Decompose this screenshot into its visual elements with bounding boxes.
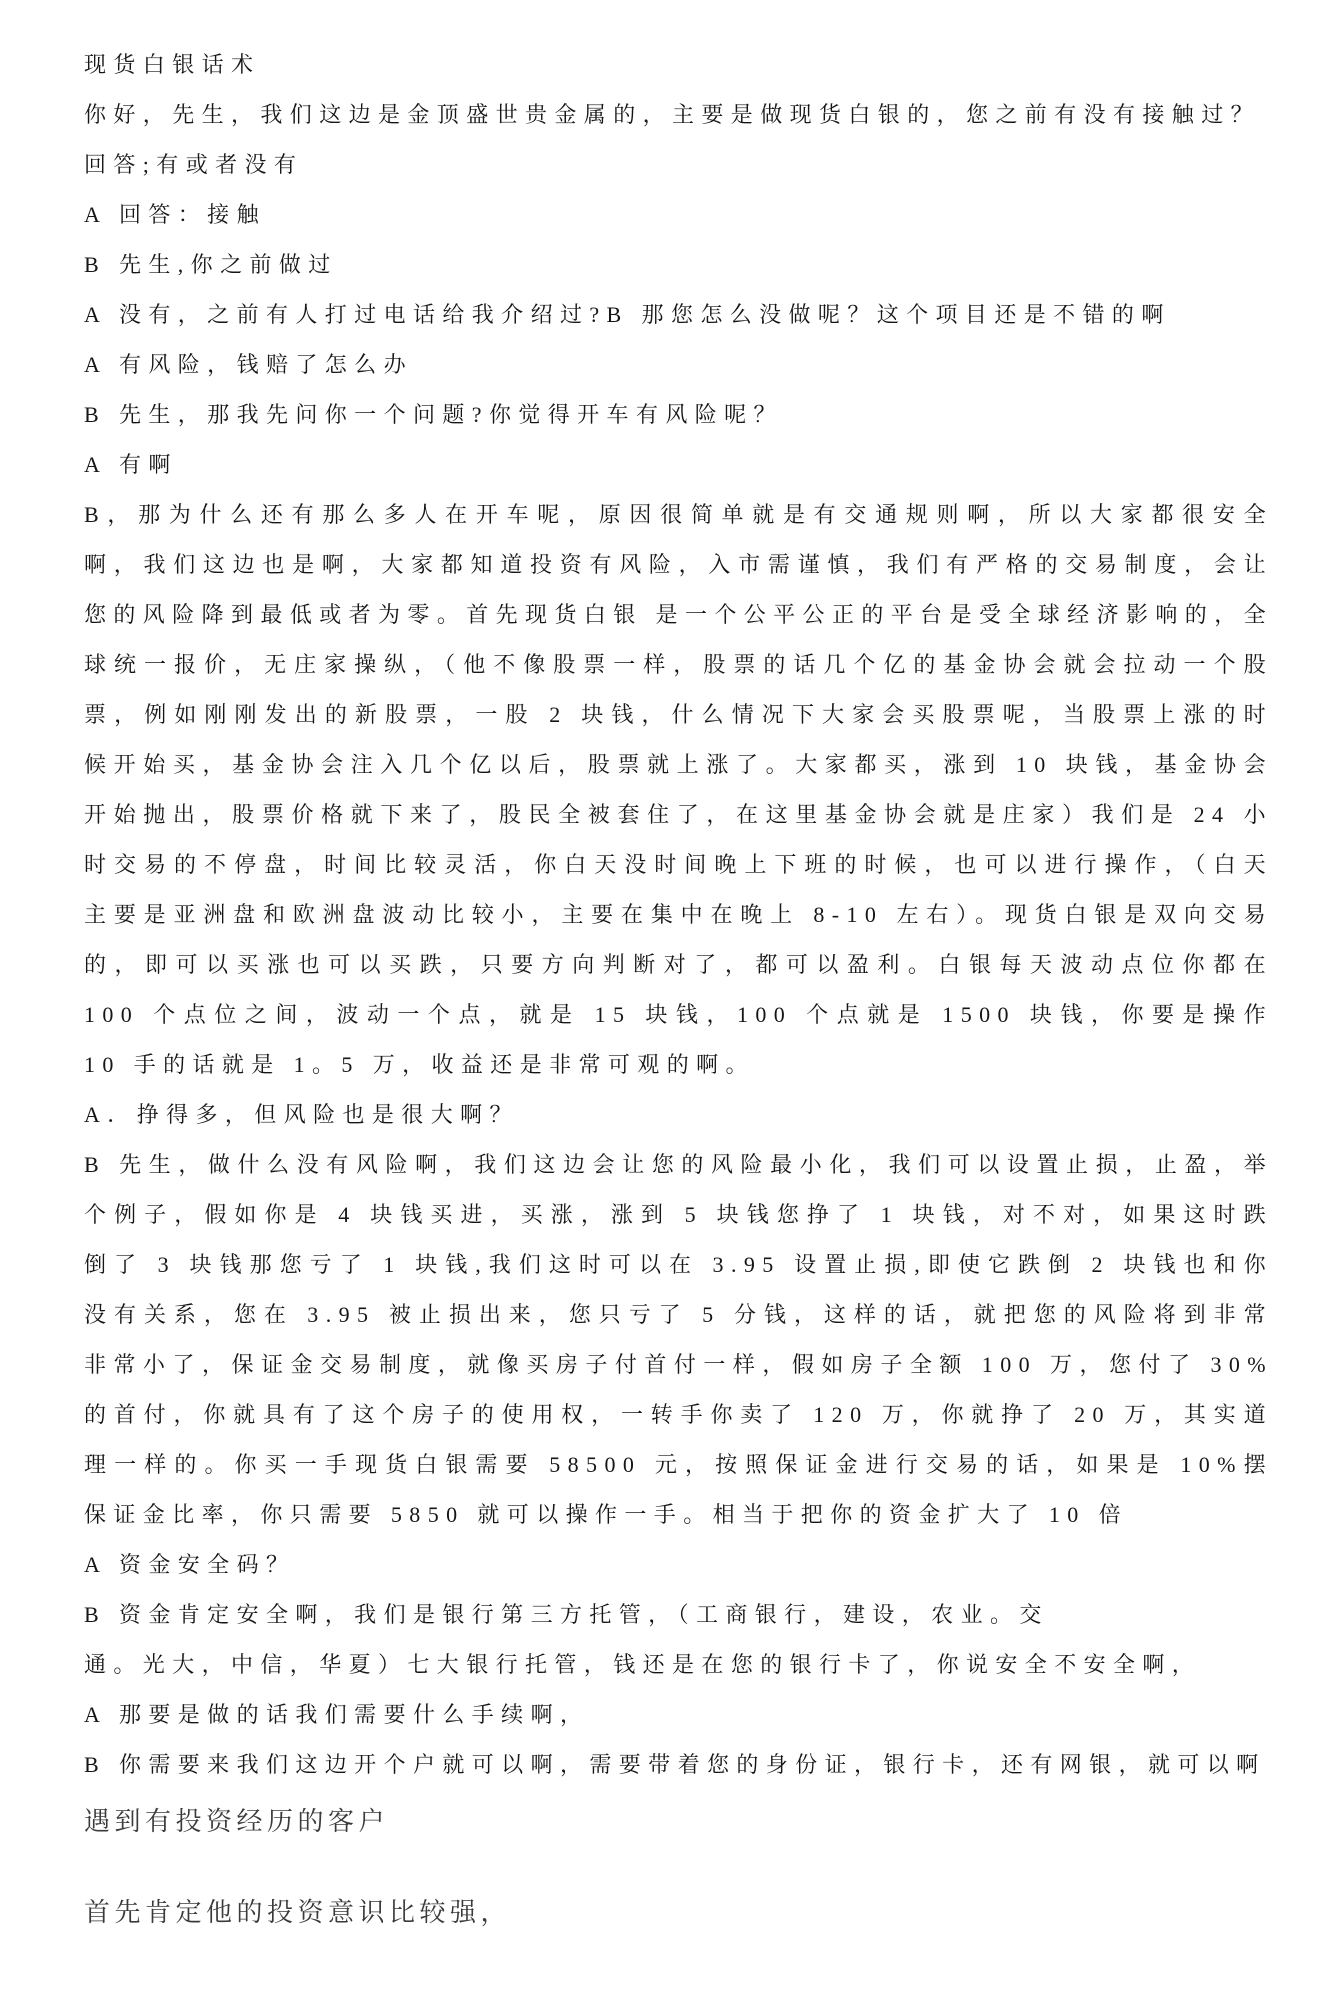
paragraph-greeting: 你好，先生，我们这边是金顶盛世贵金属的，主要是做现货白银的，您之前有没有接触过？ (84, 102, 1261, 127)
dialogue-line: A 回答：接触 (84, 202, 266, 227)
dialogue-line: A 有啊 (84, 452, 178, 477)
paragraph-answer-hint: 回答;有或者没有 (84, 152, 304, 177)
dialogue-line: A 那要是做的话我们需要什么手续啊， (84, 1702, 590, 1727)
note-line: 遇到有投资经历的客户 (84, 1806, 390, 1836)
dialogue-line: A 没有，之前有人打过电话给我介绍过?B 那您怎么没做呢？这个项目还是不错的啊 (84, 302, 1171, 327)
document-body (84, 40, 1273, 1790)
dialogue-line: B 你需要来我们这边开个户就可以啊，需要带着您的身份证，银行卡，还有网银，就可以啊 (84, 1752, 1266, 1777)
paragraph-pitch-risk: B，那为什么还有那么多人在开车呢，原因很简单就是有交通规则啊，所以大家都很安全啊，我们这边也是啊，大家都知道投资有风险，入市需谨慎，我们有严格的交易制度，会让您的风险降到最低或者为零。首先现货白银 是一个公平公正的平台是受全球经济影响的，全球统一报价，无庄家操纵，（他不像股票一样，股票的话几个亿的基金协会就会拉动一个股票，例如刚刚发出的新股票，一股 2 块钱，什么情况下大家会买股票呢，当股票上涨的时候开始买，基金协会注入几个亿以后，股票就上涨了。大家都买，涨到 10 块钱，基金协会开始抛出，股票价格就下来了，股民全被套住了，在这里基金协会就是庄家）我们是 24 小时交易的不停盘，时间比较灵活，你白天没时间晚上下班的时候，也可以进行操作，（白天主要是亚洲盘和欧洲盘波动比较小，主要在集中在晚上 8-10 左右）。现货白银是双向交易的，即可以买涨也可以买跌，只要方向判断对了，都可以盈利。白银每天波动点位你都在 100 个点位之间，波动一个点，就是 15 块钱，100 个点就是 1500 块钱，你要是操作 10 手的话就是 1。5 万，收益还是非常可观的啊。 (84, 502, 1273, 1077)
note-line: 首先肯定他的投资意识比较强， (84, 1897, 512, 1927)
dialogue-line: A 资金安全码？ (84, 1552, 296, 1577)
paragraph-pitch-margin: B 先生，做什么没有风险啊，我们这边会让您的风险最小化，我们可以设置止损，止盈，举个例子，假如你是 4 块钱买进，买涨，涨到 5 块钱您挣了 1 块钱，对不对，如果这时跌倒了 3 块钱那您亏了 1 块钱,我们这时可以在 3.95 设置止损,即使它跌倒 2 块钱也和你没有关系，您在 3.95 被止损出来，您只亏了 5 分钱，这样的话，就把您的风险将到非常非常小了，保证金交易制度，就像买房子付首付一样，假如房子全额 100 万，您付了 30%的首付，你就具有了这个房子的使用权，一转手你卖了 120 万，你就挣了 20 万，其实道理一样的。你买一手现货白银需要 58500 元，按照保证金进行交易的话，如果是 10%摆保证金比率，你只需要 5850 就可以操作一手。相当于把你的资金扩大了 10 倍 (84, 1152, 1273, 1527)
dialogue-line: B 先生,你之前做过 (84, 252, 338, 277)
note-section (84, 1804, 1273, 1929)
dialogue-line: A 有风险，钱赔了怎么办 (84, 352, 413, 377)
dialogue-line: B 先生，那我先问你一个问题?你觉得开车有风险呢？ (84, 402, 783, 427)
document-title: 现货白银话术 (84, 52, 261, 77)
dialogue-line: A．挣得多，但风险也是很大啊？ (84, 1102, 519, 1127)
dialogue-line: 通。光大，中信，华夏）七大银行托管，钱还是在您的银行卡了，你说安全不安全啊， (84, 1652, 1202, 1677)
dialogue-line: B 资金肯定安全啊，我们是银行第三方托管，（工商银行，建设，农业。交 (84, 1602, 1049, 1627)
